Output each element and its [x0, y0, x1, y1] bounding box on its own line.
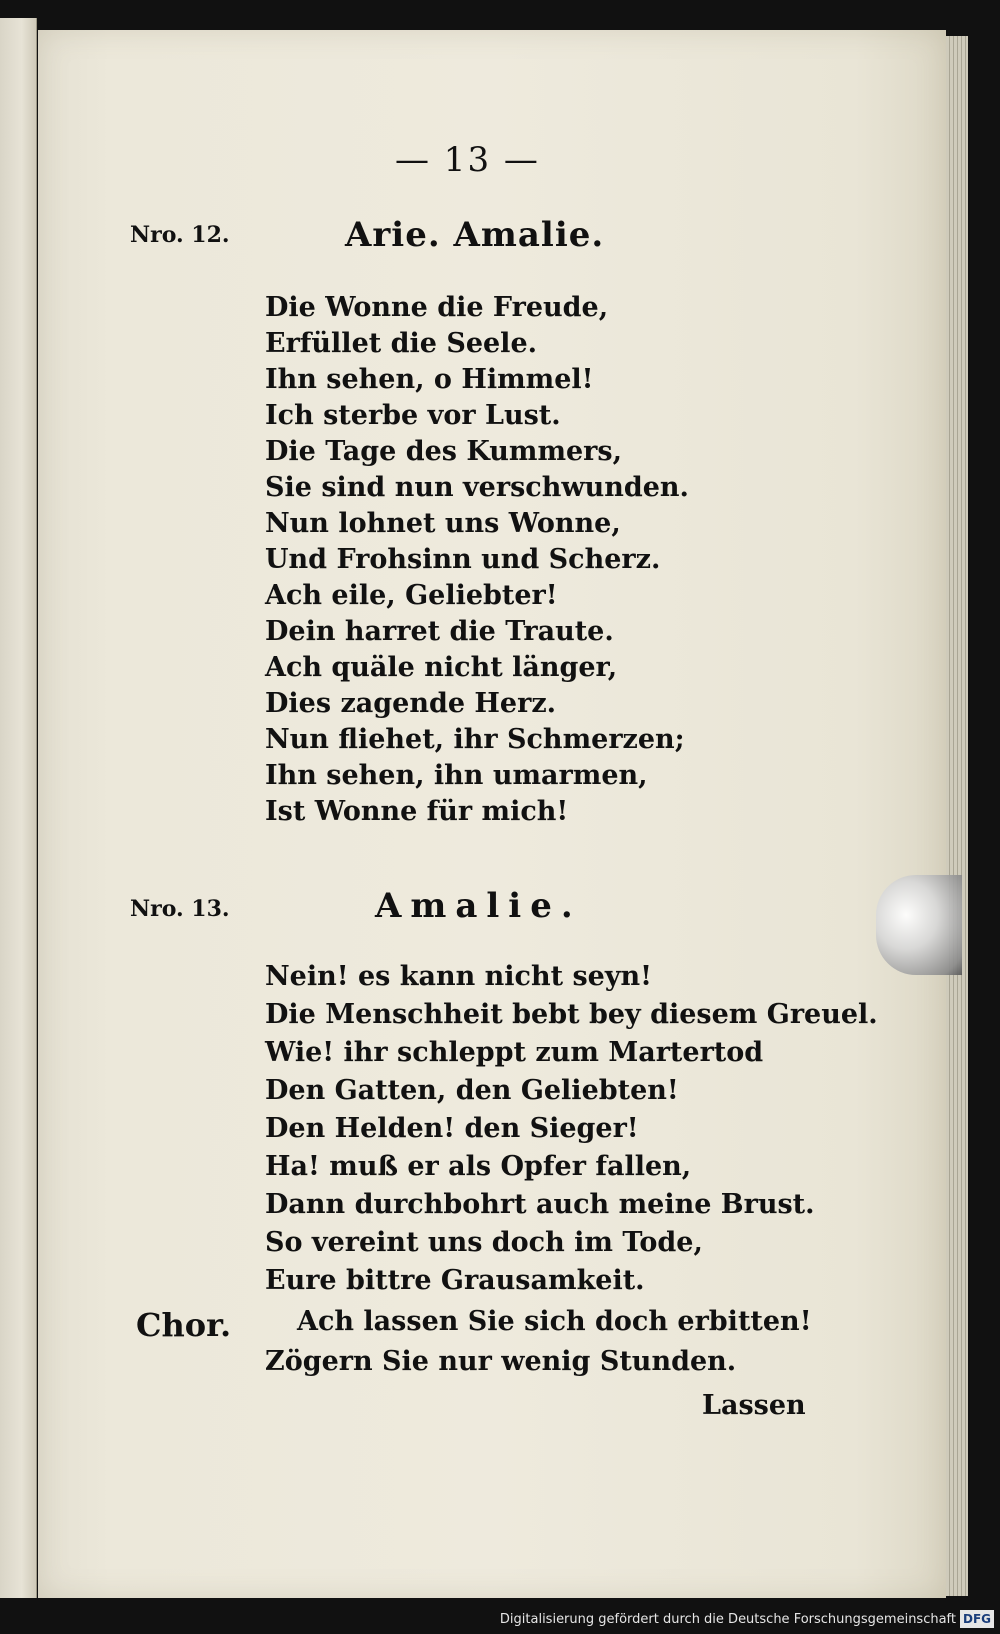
page-stack-edges	[946, 36, 968, 1596]
verse-line: Dein harret die Traute.	[265, 616, 614, 647]
verse-line: Die Tage des Kummers,	[265, 436, 623, 467]
verse-line: Den Helden! den Sieger!	[265, 1113, 639, 1144]
section-number: Nro. 12.	[130, 222, 230, 248]
dfg-logo: DFG	[960, 1610, 994, 1628]
catchword: Lassen	[702, 1390, 806, 1421]
verse-line: Nun fliehet, ihr Schmerzen;	[265, 724, 685, 755]
section-heading: Amalie.	[375, 886, 582, 926]
verse-line: Wie! ihr schleppt zum Martertod	[265, 1037, 764, 1068]
verse-block	[265, 290, 689, 830]
verse-block	[265, 958, 878, 1300]
verse-line: Und Frohsinn und Scherz.	[265, 544, 661, 575]
verse-line: Die Wonne die Freude,	[265, 292, 609, 323]
verse-line: Erfüllet die Seele.	[265, 328, 538, 359]
footer-credit: Digitalisierung gefördert durch die Deutsche Forschungsgemeinschaft	[499, 1612, 956, 1627]
page-number: — 13 —	[395, 140, 540, 180]
verse-line: Ist Wonne für mich!	[265, 796, 569, 827]
verse-line: Ach quäle nicht länger,	[265, 652, 618, 683]
verse-line: Ach eile, Geliebter!	[265, 580, 558, 611]
bookmark-clip	[876, 875, 962, 975]
verse-line: Ha! muß er als Opfer fallen,	[265, 1151, 692, 1182]
verse-line: Dann durchbohrt auch meine Brust.	[265, 1189, 815, 1220]
verse-line: Den Gatten, den Geliebten!	[265, 1075, 679, 1106]
verse-line: Eure bittre Grausamkeit.	[265, 1265, 645, 1296]
chor-label: Chor.	[136, 1306, 232, 1344]
verse-line: So vereint uns doch im Tode,	[265, 1227, 703, 1258]
chor-line: Zögern Sie nur wenig Stunden.	[265, 1346, 737, 1377]
previous-page-edge	[0, 18, 37, 1598]
verse-line: Nein! es kann nicht seyn!	[265, 961, 653, 992]
verse-line: Dies zagende Herz.	[265, 688, 557, 719]
chor-line: Ach lassen Sie sich doch erbitten!	[297, 1306, 812, 1337]
section-number: Nro. 13.	[130, 896, 230, 922]
verse-line: Ich sterbe vor Lust.	[265, 400, 561, 431]
verse-line: Ihn sehen, o Himmel!	[265, 364, 594, 395]
verse-line: Sie sind nun verschwunden.	[265, 472, 689, 503]
chor-verse-block	[265, 1302, 812, 1382]
verse-line: Ihn sehen, ihn umarmen,	[265, 760, 648, 791]
verse-line: Nun lohnet uns Wonne,	[265, 508, 621, 539]
verse-line: Die Menschheit bebt bey diesem Greuel.	[265, 999, 878, 1030]
section-heading: Arie. Amalie.	[345, 215, 605, 255]
